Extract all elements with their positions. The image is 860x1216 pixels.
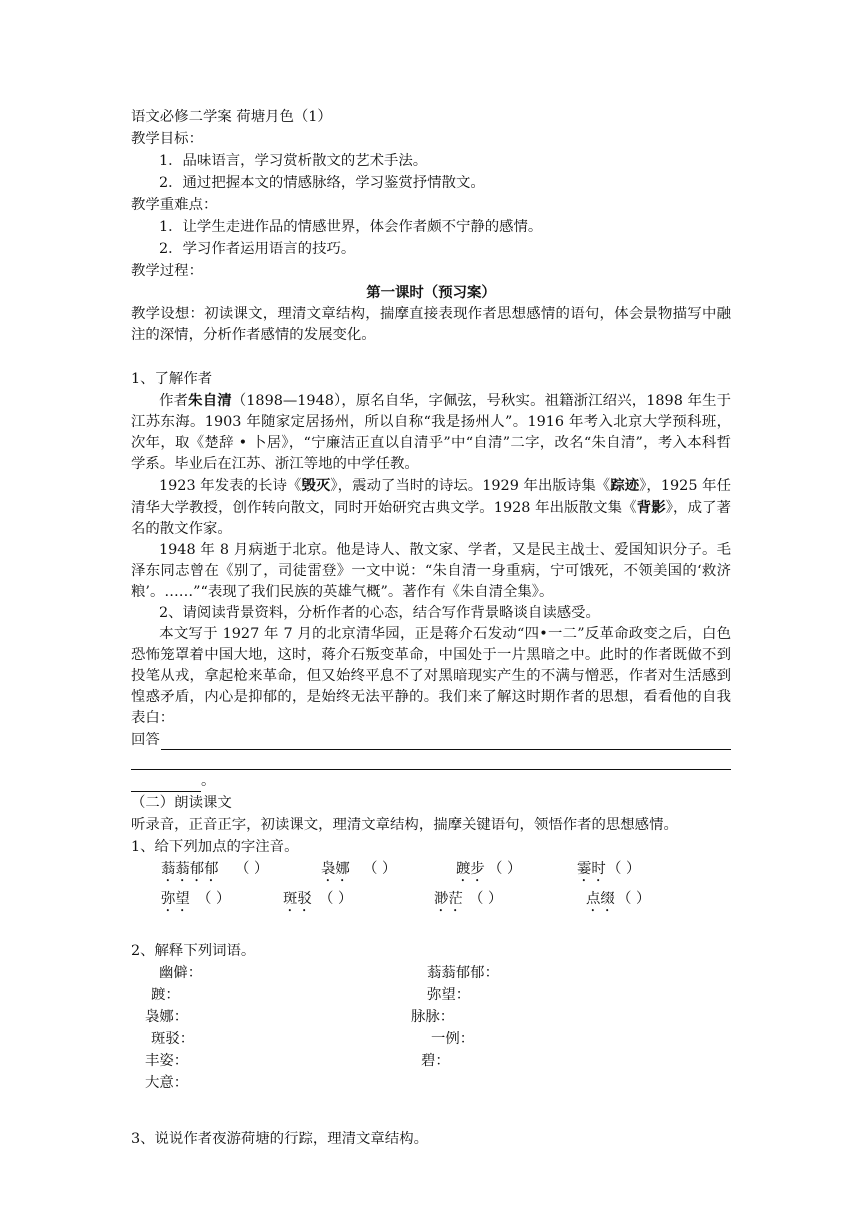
pinyin-row [131, 888, 731, 918]
text: 》，震动了当时的诗坛。1929 年出版诗集《 [330, 478, 611, 494]
author-paragraph-1 [131, 390, 731, 475]
term: 袅娜： [145, 1009, 189, 1025]
text: （1898—1948），原名自华，字佩弦，号秋实。祖籍浙江绍兴，1898 年生于江苏东海。1903 年随家定居扬州，所以自称“我是扬州人”。1916 年考入北京大学预科班，次年，取《楚辞 • 卜居》，“宁廉洁正直以自清乎”中“自清”二字，改名“朱自清”，考入本科哲学系。毕业后在江苏、浙江等地的中学任教。 [131, 393, 731, 472]
author-name: 朱自清 [188, 392, 232, 409]
text: 2、请阅读背景资料，分析作者的心态，结合写作背景略谈自读感受。 [159, 605, 600, 621]
spacer [131, 1116, 731, 1128]
text: 》，成了著名的散文作家。 [131, 500, 731, 537]
question-2: 2、解释下列词语。 [131, 943, 256, 959]
work-title: 背影 [636, 499, 666, 516]
pinyin-blank[interactable]: （ ） [235, 861, 269, 877]
definition-row [131, 1006, 731, 1028]
process-label: 教学过程： [131, 263, 203, 279]
pinyin-blank[interactable]: （ ） [469, 891, 503, 907]
term: 一例： [431, 1031, 475, 1047]
answer-blank-short[interactable] [131, 775, 201, 792]
work-title: 踪迹 [610, 477, 640, 494]
document-header: 语文必修二学案 荷塘月色（1） [131, 109, 332, 125]
term: 丰姿： [145, 1053, 189, 1069]
definition-row [131, 962, 731, 984]
background-paragraph [131, 624, 731, 729]
pinyin-word: 蓊蓊郁郁 [161, 861, 219, 877]
section-reading-title: （二）朗读课文 [131, 795, 232, 811]
pinyin-word: 斑驳 [283, 891, 312, 907]
text: 1923 年发表的长诗《 [159, 478, 302, 494]
worksheet-page [131, 106, 731, 1150]
answer-label: 回答 [131, 732, 160, 748]
difficulty-item: 1．让学生走进作品的情感世界，体会作者颇不宁静的感情。 [159, 219, 543, 235]
spacer [131, 918, 731, 940]
term: 大意： [145, 1075, 189, 1091]
pinyin-word: 渺茫 [434, 891, 463, 907]
pinyin-row [131, 858, 731, 888]
text: 本文写于 1927 年 7 月的北京清华园，正是蒋介石发动“四•一二”反革命政变之后，白色恐怖笼罩着中国大地，这时，蒋介石叛变革命，中国处于一片黑暗之中。此时的作者既做不到投笔从戎，拿起枪来革命，但又始终平息不了对黑暗现实产生的不满与憎恶，作者对生活感到惶惑矛盾，内心是抑郁的，是始终无法平静的。我们来了解这时期作者的思想，看看他的自我表白： [131, 626, 731, 726]
definition-row [131, 1050, 731, 1072]
definition-row [131, 1028, 731, 1050]
text: 1948 年 8 月病逝于北京。他是诗人、散文家、学者，又是民主战士、爱国知识分子。毛泽东同志曾在《别了，司徒雷登》一文中说：“朱自清一身重病，宁可饿死，不领美国的‘救济粮’。……”“表现了我们民族的英雄气概”。著作有《朱自清全集》。 [131, 542, 731, 600]
spacer [131, 1094, 731, 1116]
difficulty-item: 2．学习作者运用语言的技巧。 [159, 241, 356, 257]
question-1: 1、给下列加点的字注音。 [131, 839, 299, 855]
reading-description: 听录音，正音正字，初读课文，理清文章结构，揣摩关键语句，领悟作者的思想感情。 [131, 817, 678, 833]
goal-item: 1．品味语言，学习赏析散文的艺术手法。 [159, 153, 428, 169]
goal-item: 2．通过把握本文的情感脉络，学习鉴赏抒情散文。 [159, 175, 485, 191]
design-paragraph: 教学设想：初读课文，理清文章结构，揣摩直接表现作者思想感情的语句，体会景物描写中融注的深情，分析作者感情的发展变化。 [131, 306, 731, 343]
author-paragraph-2 [131, 475, 731, 540]
term: 脉脉： [411, 1009, 455, 1025]
question-3: 3、说说作者夜游荷塘的行踪，理清文章结构。 [131, 1131, 428, 1147]
pinyin-word: 袅娜 [321, 861, 350, 877]
term: 幽僻： [159, 965, 203, 981]
section-author-title: 1、了解作者 [131, 371, 213, 387]
pinyin-blank[interactable]: （ ） [488, 861, 522, 877]
term: 弥望： [427, 987, 471, 1003]
background-question [131, 603, 731, 624]
text: 作者 [159, 393, 189, 409]
definition-row [131, 984, 731, 1006]
pinyin-blank[interactable]: （ ） [617, 891, 651, 907]
answer-line-1[interactable] [131, 729, 731, 751]
lesson-title: 第一课时（预习案） [366, 284, 496, 301]
answer-line-2[interactable] [131, 751, 731, 770]
pinyin-word: 踱步 [456, 861, 485, 877]
author-paragraph-3 [131, 540, 731, 603]
pinyin-blank[interactable]: （ ） [607, 861, 641, 877]
pinyin-blank[interactable]: （ ） [363, 861, 397, 877]
text: 》，1925 年任清华大学教授，创作转向散文，同时开始研究古典文学。1928 年出版散文集《 [131, 478, 731, 516]
goals-label: 教学目标： [131, 131, 203, 147]
difficulty-label: 教学重难点： [131, 197, 218, 213]
answer-line-3[interactable] [131, 770, 731, 792]
answer-end: 。 [201, 773, 216, 789]
pinyin-word: 霎时 [577, 861, 606, 877]
term: 斑驳： [151, 1031, 195, 1047]
pinyin-blank[interactable]: （ ） [319, 891, 353, 907]
pinyin-word: 点缀 [586, 891, 615, 907]
work-title: 毁灭 [301, 477, 331, 494]
spacer [131, 346, 731, 368]
pinyin-word: 弥望 [161, 891, 190, 907]
pinyin-blank[interactable]: （ ） [197, 891, 231, 907]
term: 蓊蓊郁郁： [427, 965, 499, 981]
definition-row [131, 1072, 731, 1094]
answer-blank[interactable] [161, 729, 731, 750]
term: 踱： [151, 987, 180, 1003]
term: 碧： [421, 1053, 450, 1069]
